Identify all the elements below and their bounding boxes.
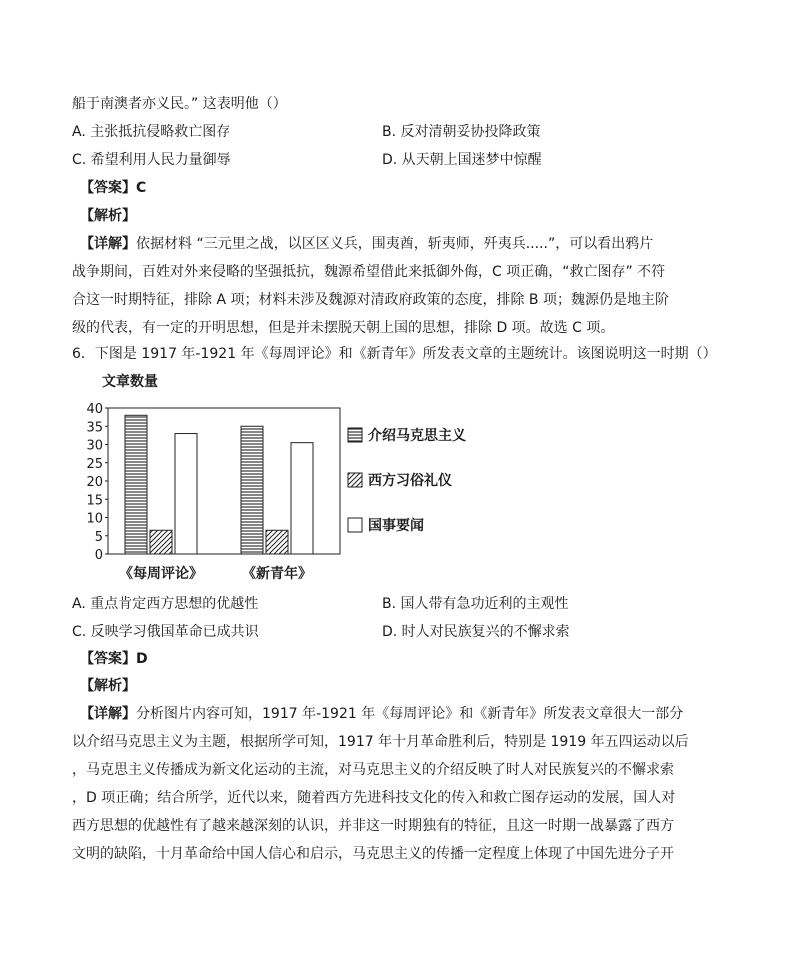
q6-detail-line-6: 文明的缺陷，十月革命给中国人信心和启示，马克思主义的传播一定程度上体现了中国先进分子开 [72,846,674,862]
q6-detail-line-4: ，D 项正确；结合所学，近代以来，随着西方先进科技文化的传入和救亡图存运动的发展，国人对 [72,790,676,806]
y-tick-label: 15 [86,493,103,509]
q6-option-d: D. 时人对民族复兴的不懈求索 [382,624,570,640]
y-tick-label: 10 [86,511,103,527]
q5-option-b: B. 反对清朝妥协投降政策 [382,124,541,140]
q5-answer [80,178,146,198]
legend-label: 国事要闻 [368,518,424,534]
bar [150,530,172,554]
legend-label: 介绍马克思主义 [368,428,466,444]
q5-detail-line-4: 级的代表，有一定的开明思想，但是并未摆脱天朝上国的思想，排除 D 项。故选 C 项。 [72,320,615,336]
legend-swatch [348,473,362,487]
q6-detail-line-3: ，马克思主义传播成为新文化运动的主流，对马克思主义的介绍反映了时人对民族复兴的不懈求索 [72,762,674,778]
bar [175,434,197,554]
answer-value: D [136,651,148,667]
q5-detail-line-1 [80,234,653,254]
bar [266,530,288,554]
legend-label: 西方习俗礼仪 [368,473,452,489]
bar [241,426,263,554]
q5-stem-tail: 船于南澳者亦义民。” 这表明他（） [72,96,287,112]
legend-swatch [348,518,362,532]
detail-text: 分析图片内容可知，1917 年-1921 年《每周评论》和《新青年》所发表文章很大一部分 [136,706,684,722]
legend-swatch [348,428,362,442]
answer-value: C [136,180,147,196]
q6-answer [80,649,148,669]
y-tick-label: 35 [86,420,103,436]
q6-detail-line-5: 西方思想的优越性有了越来越深刻的认识，并非这一时期独有的特征，且这一时期一战暴露了西方 [72,818,674,834]
q5-option-c: C. 希望利用人民力量御辱 [72,152,231,168]
y-tick-label: 0 [94,548,103,563]
y-axis-label: 文章数量 [102,374,158,390]
q6-option-b: B. 国人带有急功近利的主观性 [382,596,569,612]
answer-tag: 【答案】 [80,651,136,667]
answer-tag: 【答案】 [80,180,136,196]
bar [291,443,313,554]
bar [125,415,147,554]
q5-detail-line-2: 战争期间，百姓对外来侵略的坚强抵抗，魏源希望借此来抵御外侮，C 项正确，“救亡图存” 不符 [72,264,666,280]
y-tick-label: 40 [86,402,103,417]
q6-option-c: C. 反映学习俄国革命已成共识 [72,624,259,640]
q6-analysis-tag: 【解析】 [80,678,136,694]
y-tick-label: 20 [86,475,103,490]
detail-tag: 【详解】 [80,236,136,252]
q6-detail-line-1 [80,704,683,724]
q6-option-a: A. 重点肯定西方思想的优越性 [72,596,259,612]
y-tick-label: 25 [86,456,103,472]
detail-text: 依据材料 “三元里之战，以区区义兵，围夷酋，斩夷师，歼夷兵.....”，可以看出鸦片 [136,236,654,252]
detail-tag: 【详解】 [80,706,136,722]
x-tick-label: 《新青年》 [242,566,312,582]
y-tick-label: 30 [86,438,103,454]
q5-analysis-tag: 【解析】 [80,208,136,224]
q5-option-a: A. 主张抵抗侵略救亡图存 [72,124,231,140]
q6-stem: 6．下图是 1917 年-1921 年《每周评论》和《新青年》所发表文章的主题统计。该图说明这一时期（） [72,346,717,362]
q6-detail-line-2: 以介绍马克思主义为主题，根据所学可知，1917 年十月革命胜利后，特别是 1919 年五四运动以后 [72,734,689,750]
topic-bar-chart [80,368,500,588]
q5-option-d: D. 从天朝上国迷梦中惊醒 [382,152,542,168]
x-tick-label: 《每周评论》 [119,566,203,582]
q5-detail-line-3: 合这一时期特征，排除 A 项；材料未涉及魏源对清政府政策的态度，排除 B 项；魏源仍是地主阶 [72,292,669,308]
y-tick-label: 5 [94,529,103,545]
